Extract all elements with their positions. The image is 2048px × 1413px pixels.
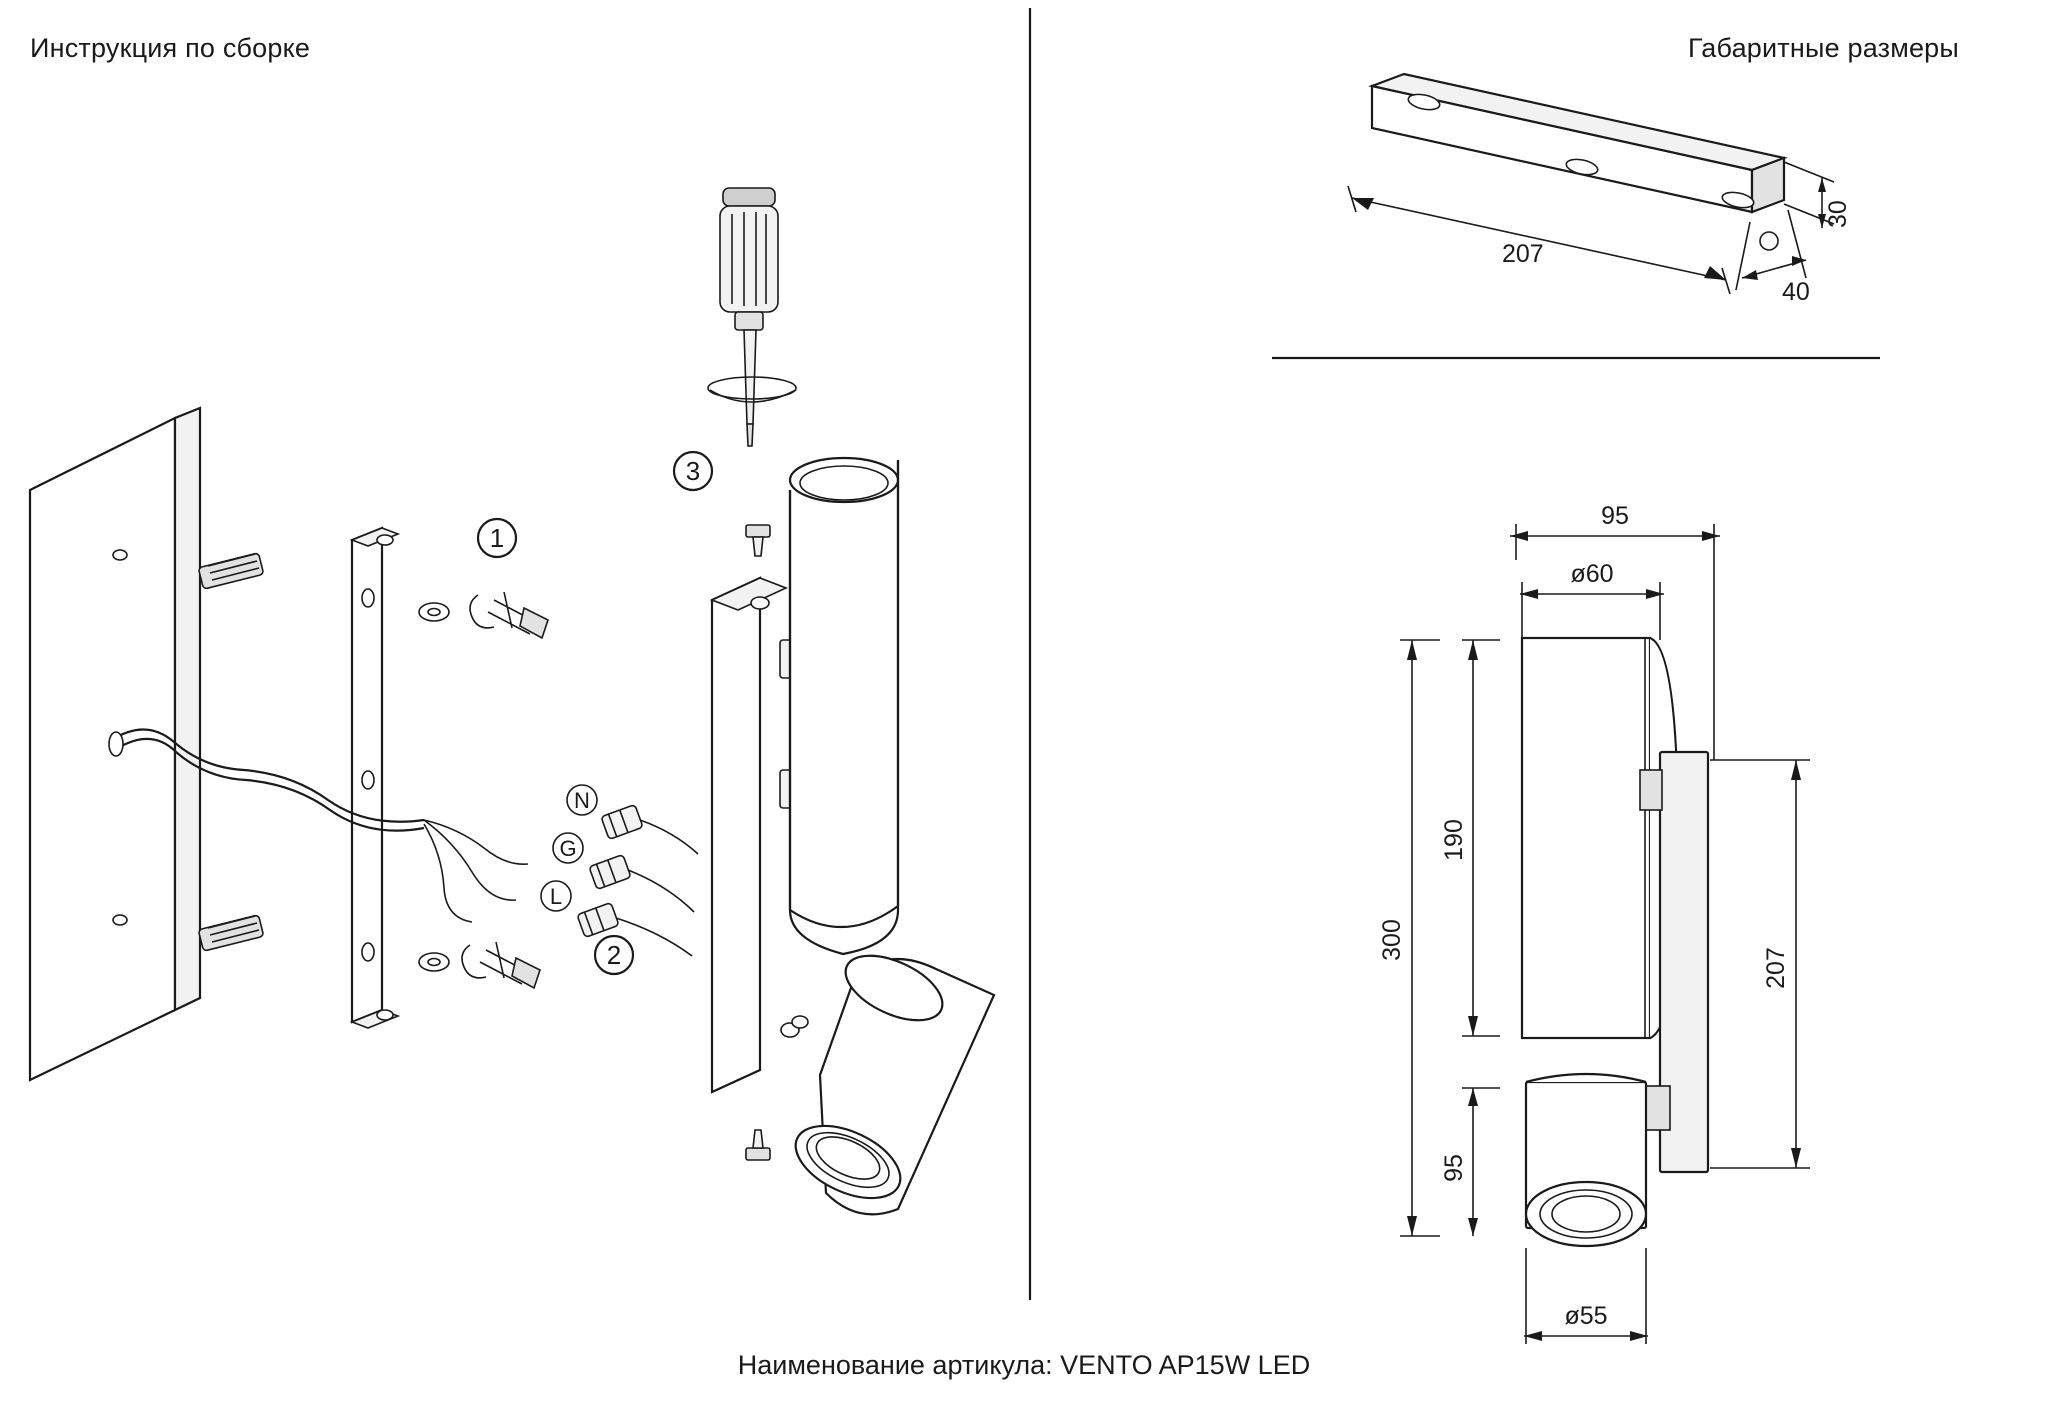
dimension-diameter-55 <box>1524 1248 1648 1344</box>
dimension-height-30-text: 30 <box>1824 200 1852 228</box>
step-marker-3 <box>674 452 712 490</box>
dimension-diameter-55-text: ø55 <box>1564 1302 1608 1330</box>
wire-label-n-text: N <box>574 788 590 813</box>
wall-anchor-upper <box>198 553 263 589</box>
dimension-height-95-lower <box>1440 1088 1500 1236</box>
screw-lower <box>462 942 540 988</box>
wire-label-l <box>541 881 571 911</box>
dimension-diameter-60 <box>1520 560 1664 640</box>
page-title-assembly: Инструкция по сборке <box>30 33 311 63</box>
mounting-bracket <box>352 528 398 1028</box>
step-marker-2 <box>595 936 633 974</box>
step-marker-1-label: 1 <box>489 523 505 553</box>
article-name: Наименование артикула: VENTO AP15W LED <box>737 1350 1311 1380</box>
washer-upper <box>419 603 449 621</box>
dimension-height-207 <box>1710 760 1810 1168</box>
dimension-width-95-text: 95 <box>1601 502 1629 530</box>
terminal-connectors <box>577 805 698 956</box>
dimension-height-207-text: 207 <box>1762 947 1790 989</box>
dimension-height-300 <box>1378 640 1440 1236</box>
step-marker-3-label: 3 <box>685 456 701 486</box>
dimension-height-190-text: 190 <box>1440 819 1468 861</box>
luminaire-lower-head <box>785 942 994 1214</box>
washer-lower <box>419 953 449 971</box>
page-title-dimensions: Габаритные размеры <box>1688 33 1959 63</box>
dimension-depth-40 <box>1736 210 1810 306</box>
dimension-height-30 <box>1784 162 1852 228</box>
dimension-length-207-text: 207 <box>1502 240 1544 268</box>
wire-label-l-text: L <box>549 884 563 909</box>
dimension-depth-40-text: 40 <box>1782 278 1810 306</box>
screw-upper <box>470 592 548 638</box>
front-view-head <box>1526 1074 1646 1246</box>
luminaire-back-plate <box>712 578 799 1092</box>
set-screw-top <box>746 525 770 556</box>
step-marker-1 <box>478 519 516 557</box>
luminaire-upper-cylinder <box>790 458 898 954</box>
dimension-height-95-lower-text: 95 <box>1440 1154 1468 1182</box>
isometric-base-bar <box>1372 74 1784 250</box>
screwdriver-tool <box>708 188 796 446</box>
dimension-height-300-text: 300 <box>1378 919 1406 961</box>
step-marker-2-label: 2 <box>606 940 622 970</box>
dimension-diameter-60-text: ø60 <box>1570 560 1614 588</box>
wire-label-g <box>553 833 583 863</box>
wire-label-n <box>567 785 597 815</box>
dimension-length-207 <box>1348 186 1730 294</box>
wall-anchor-lower <box>198 915 263 951</box>
wire-label-g-text: G <box>559 836 577 861</box>
set-screw-bottom <box>746 1130 770 1160</box>
dimension-height-190 <box>1440 640 1500 1036</box>
